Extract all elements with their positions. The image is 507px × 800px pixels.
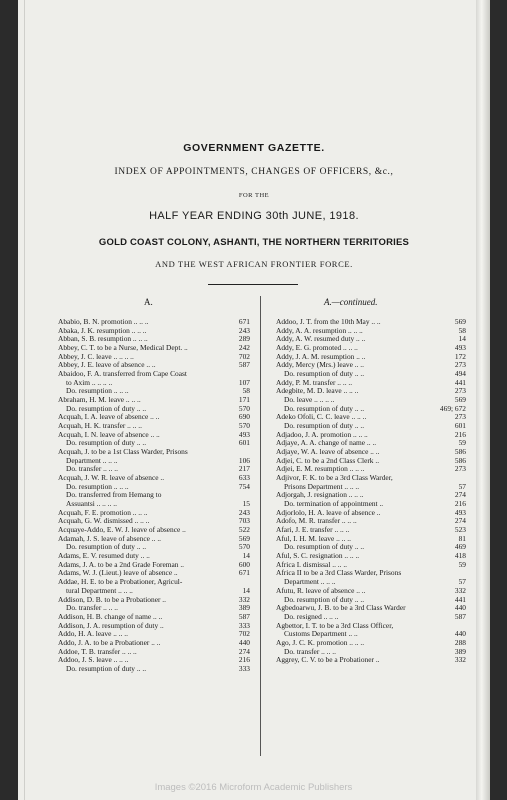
- entry-text: Agbedoarwu, J. B. to be a 3rd Class Warder: [276, 604, 406, 613]
- entry-page: 569: [454, 318, 466, 326]
- entry-page: 107: [238, 378, 250, 387]
- entry-text: Addison, J. A. resumption of duty ..: [58, 621, 164, 630]
- index-entry: [58, 543, 250, 552]
- entry-page: 14: [242, 552, 250, 561]
- index-entry: [58, 387, 250, 396]
- index-entry: [58, 552, 250, 561]
- index-entry: [58, 396, 250, 405]
- entry-text: Customs Department .. ..: [284, 630, 358, 639]
- page-edge: [476, 0, 490, 800]
- index-entry: [276, 604, 466, 613]
- right-column: [276, 318, 466, 665]
- entry-page: 332: [454, 656, 466, 665]
- watermark-footer: Images ©2016 Microform Academic Publishers: [154, 782, 353, 793]
- index-entry: [58, 405, 250, 414]
- entry-text: Addy, E. G. promoted .. .. ..: [276, 344, 358, 353]
- index-entry: [58, 353, 250, 362]
- index-entry: [276, 526, 466, 535]
- entry-text: Addo, H. A. leave .. .. ..: [58, 630, 128, 639]
- entry-text: Aful, I. H. M. leave .. .. ..: [276, 534, 351, 543]
- entry-page: 586: [454, 448, 466, 457]
- entry-text: Ago, J. C. K. promotion .. .. ..: [276, 638, 365, 647]
- entry-text: Do. transferred from Hemang to: [66, 491, 162, 500]
- index-entry: [58, 439, 250, 448]
- entry-text: Adofo, M. R. transfer .. .. ..: [276, 517, 357, 526]
- entry-text: Do. termination of appointment ..: [284, 500, 384, 509]
- entry-text: Addy, P. M. transfer .. .. ..: [276, 378, 353, 387]
- entry-page: 15: [242, 500, 250, 509]
- index-entry: [58, 604, 250, 613]
- entry-text: Acquah, G. W. dismissed .. .. ..: [58, 517, 150, 526]
- entry-text: Acquah, I. A. leave of absence .. ..: [58, 413, 160, 422]
- left-column-heading: A.: [144, 297, 153, 307]
- index-entry: [276, 335, 466, 344]
- entry-text: Adjaye, W. A. leave of absence .. ..: [276, 448, 380, 457]
- entry-text: Addison, H. B. change of name .. ..: [58, 612, 163, 621]
- index-entry: [58, 648, 250, 657]
- entry-page: 242: [238, 344, 250, 353]
- index-entry: [276, 613, 466, 622]
- entry-page: 243: [238, 508, 250, 517]
- index-entry: [58, 569, 250, 578]
- index-entry: [276, 439, 466, 448]
- left-column: [58, 318, 250, 674]
- index-entry: [58, 457, 250, 466]
- entry-text: Aful, S. C. resignation .. .. ..: [276, 552, 360, 561]
- entry-text: Do. resumption .. .. ..: [66, 387, 129, 396]
- entry-text: Abraham, H. M. leave .. .. ..: [58, 396, 141, 405]
- entry-text: Addo, J. A. to be a Probationer .. ..: [58, 638, 161, 647]
- index-entry: [276, 543, 466, 552]
- entry-page: 703: [238, 517, 250, 526]
- entry-text: Do. transfer .. .. ..: [66, 604, 118, 613]
- index-entry: [58, 431, 250, 440]
- index-entry: [58, 561, 250, 570]
- entry-text: Adjaye, A. A. change of name .. ..: [276, 439, 377, 448]
- entry-text: Addae, H. E. to be a Probationer, Agricul-: [58, 578, 183, 587]
- entry-text: Adams, J. A. to be a 2nd Grade Foreman ..: [58, 560, 185, 569]
- entry-page: 172: [454, 352, 466, 361]
- index-entry: [58, 327, 250, 336]
- entry-text: Addoe, T. B. transfer .. .. ..: [58, 647, 137, 656]
- entry-text: Abbey, J. E. leave of absence .. ..: [58, 361, 156, 370]
- index-entry: [58, 370, 250, 379]
- entry-text: Addy, J. A. M. resumption .. ..: [276, 352, 366, 361]
- index-entry: [276, 353, 466, 362]
- entry-page: 81: [458, 534, 466, 543]
- index-entry: [58, 622, 250, 631]
- index-entry: [58, 500, 250, 509]
- entry-text: Do. transfer .. .. ..: [66, 465, 118, 474]
- entry-text: Do. resumption of duty .. ..: [284, 422, 365, 431]
- index-entry: [58, 413, 250, 422]
- entry-page: 469: [454, 543, 466, 552]
- force-line: AND THE WEST AFRICAN FRONTIER FORCE.: [155, 259, 353, 269]
- entry-page: 569: [238, 534, 250, 543]
- entry-page: 273: [454, 361, 466, 370]
- entry-text: Aggrey, C. V. to be a Probationer ..: [276, 656, 380, 665]
- index-entry: [58, 379, 250, 388]
- entry-page: 671: [238, 318, 250, 326]
- index-entry: [276, 656, 466, 665]
- entry-page: 587: [238, 612, 250, 621]
- index-entry: [276, 405, 466, 414]
- entry-text: Adams, E. V. resumed duty .. ..: [58, 552, 150, 561]
- entry-text: tural Department .. .. ..: [66, 586, 133, 595]
- index-entry: [276, 578, 466, 587]
- entry-text: Afutu, R. leave of absence .. ..: [276, 586, 366, 595]
- entry-text: Adjei, E. M. resumption .. .. ..: [276, 465, 365, 474]
- entry-text: Do. resumption of duty .. ..: [66, 439, 147, 448]
- entry-page: 57: [458, 482, 466, 491]
- entry-text: Adjei, C. to be a 2nd Class Clerk ..: [276, 456, 380, 465]
- index-entry: [276, 639, 466, 648]
- entry-text: Do. resumption of duty .. ..: [284, 595, 365, 604]
- index-entry: [58, 639, 250, 648]
- entry-text: Do. resumption .. .. ..: [66, 482, 129, 491]
- entry-text: Afari, J. E. transfer .. .. ..: [276, 526, 350, 535]
- index-entry: [276, 422, 466, 431]
- gazette-page: [18, 0, 490, 800]
- index-entry: [276, 448, 466, 457]
- entry-text: Addoo, J. T. from the 10th May .. ..: [276, 318, 381, 326]
- entry-text: Department .. .. ..: [66, 456, 118, 465]
- entry-page: 14: [242, 586, 250, 595]
- index-entry: [276, 535, 466, 544]
- entry-page: 600: [238, 560, 250, 569]
- index-entry: [276, 327, 466, 336]
- entry-page: 601: [454, 422, 466, 431]
- entry-text: Africa I. dismissal .. .. ..: [276, 560, 348, 569]
- entry-text: Do. resumption of duty .. ..: [284, 370, 365, 379]
- entry-text: Adjadoo, J. A. promotion .. .. ..: [276, 430, 368, 439]
- entry-page: 440: [238, 638, 250, 647]
- index-entry: [58, 361, 250, 370]
- entry-page: 601: [238, 439, 250, 448]
- entry-page: 14: [458, 335, 466, 344]
- index-entry: [276, 431, 466, 440]
- title-rule: [208, 284, 298, 285]
- entry-page: 288: [454, 638, 466, 647]
- index-entry: [58, 535, 250, 544]
- entry-text: Adegbite, M. D. leave .. .. ..: [276, 387, 359, 396]
- index-entry: [58, 578, 250, 587]
- entry-text: Adamah, J. S. leave of absence .. ..: [58, 534, 162, 543]
- index-entry: [58, 448, 250, 457]
- entry-text: Acquaye-Addo, E. W. J. leave of absence ..: [58, 526, 186, 535]
- entry-page: 289: [238, 335, 250, 344]
- entry-page: 494: [454, 370, 466, 379]
- index-entry: [276, 457, 466, 466]
- entry-page: 171: [238, 396, 250, 405]
- entry-text: Addy, Mercy (Mrs.) leave .. ..: [276, 361, 364, 370]
- index-entry: [276, 552, 466, 561]
- index-entry: [58, 509, 250, 518]
- entry-page: 216: [238, 656, 250, 665]
- entry-page: 690: [238, 413, 250, 422]
- entry-page: 58: [458, 326, 466, 335]
- entry-page: 523: [454, 526, 466, 535]
- index-entry: [276, 387, 466, 396]
- entry-page: 59: [458, 439, 466, 448]
- entry-text: Agbettor, I. T. to be a 3rd Class Officer,: [276, 621, 394, 630]
- index-entry: [276, 587, 466, 596]
- entry-page: 333: [238, 621, 250, 630]
- index-entry: [276, 465, 466, 474]
- index-entry: [58, 656, 250, 665]
- entry-page: 273: [454, 465, 466, 474]
- entry-page: 332: [238, 595, 250, 604]
- entry-page: 273: [454, 387, 466, 396]
- entry-page: 217: [238, 465, 250, 474]
- index-entry: [276, 344, 466, 353]
- index-entry: [58, 335, 250, 344]
- index-entry: [276, 648, 466, 657]
- entry-page: 332: [454, 586, 466, 595]
- entry-text: Adeko Ofoli, C. C. leave .. .. ..: [276, 413, 367, 422]
- index-entry: [276, 596, 466, 605]
- entry-text: Do. leave .. .. .. ..: [284, 396, 335, 405]
- entry-text: Do. resumption of duty .. ..: [66, 543, 147, 552]
- index-entry: [276, 370, 466, 379]
- entry-page: 440: [454, 630, 466, 639]
- entry-text: Acquah, J. W. R. leave of absence ..: [58, 474, 165, 483]
- scan-edge-line: [24, 0, 25, 800]
- entry-page: 333: [238, 664, 250, 673]
- index-entry: [276, 622, 466, 631]
- entry-page: 389: [454, 647, 466, 656]
- entry-page: 493: [454, 344, 466, 353]
- entry-page: 587: [238, 361, 250, 370]
- index-entry: [276, 509, 466, 518]
- index-entry: [58, 474, 250, 483]
- entry-text: Addy, A. A. resumption .. .. ..: [276, 326, 363, 335]
- entry-page: 522: [238, 526, 250, 535]
- index-entry: [276, 396, 466, 405]
- index-entry: [58, 517, 250, 526]
- entry-page: 493: [454, 508, 466, 517]
- entry-page: 570: [238, 422, 250, 431]
- index-entry: [276, 483, 466, 492]
- entry-text: Adjorgah, J. resignation .. .. ..: [276, 491, 364, 500]
- index-entry: [276, 561, 466, 570]
- entry-text: Adams, W. J. (Lieut.) leave of absence ..: [58, 569, 178, 578]
- index-line: INDEX OF APPOINTMENTS, CHANGES OF OFFICERS, &c.,: [114, 167, 394, 177]
- entry-text: Addy, A. W. resumed duty .. ..: [276, 335, 366, 344]
- index-entry: [58, 596, 250, 605]
- index-entry: [276, 491, 466, 500]
- index-entry: [58, 483, 250, 492]
- entry-text: Addoo, J. S. leave .. .. ..: [58, 656, 129, 665]
- entry-text: Do. resigned .. .. ..: [284, 612, 339, 621]
- entry-page: 273: [454, 413, 466, 422]
- entry-page: 702: [238, 352, 250, 361]
- entry-page: 570: [238, 404, 250, 413]
- for-the-line: FOR THE: [238, 192, 270, 199]
- entry-text: Abban, S. B. resumption .. .. ..: [58, 335, 148, 344]
- index-entry: [58, 587, 250, 596]
- entry-text: Department .. .. ..: [284, 578, 336, 587]
- index-entry: [276, 361, 466, 370]
- index-entry: [58, 613, 250, 622]
- entry-text: Ababio, B. N. promotion .. .. ..: [58, 318, 149, 326]
- entry-page: 702: [238, 630, 250, 639]
- entry-page: 587: [454, 612, 466, 621]
- half-year-line: HALF YEAR ENDING 30th JUNE, 1918.: [149, 210, 359, 222]
- entry-page: 440: [454, 604, 466, 613]
- entry-page: 59: [458, 560, 466, 569]
- entry-page: 274: [454, 517, 466, 526]
- index-entry: [276, 379, 466, 388]
- entry-text: Do. resumption of duty .. ..: [66, 664, 147, 673]
- entry-text: to Axim .. .. .. ..: [66, 378, 113, 387]
- entry-page: 671: [238, 569, 250, 578]
- entry-text: Addison, D. B. to be a Probationer ..: [58, 595, 166, 604]
- index-entry: [276, 630, 466, 639]
- entry-text: Acquah, I. N. leave of absence .. ..: [58, 430, 160, 439]
- entry-page: 58: [242, 387, 250, 396]
- entry-text: Adjorlolo, H. A. leave of absence ..: [276, 508, 381, 517]
- right-column-heading: A.—continued.: [324, 297, 378, 307]
- entry-text: Do. resumption of duty .. ..: [284, 404, 365, 413]
- gazette-title: GOVERNMENT GAZETTE.: [183, 142, 325, 154]
- entry-page: 569: [454, 396, 466, 405]
- index-entry: [58, 665, 250, 674]
- entry-text: Abaka, J. K. resumption .. .. ..: [58, 326, 147, 335]
- entry-page: 106: [238, 456, 250, 465]
- entry-page: 586: [454, 456, 466, 465]
- index-entry: [276, 413, 466, 422]
- entry-text: Adjivor, F. K. to be a 3rd Class Warder,: [276, 474, 393, 483]
- index-entry: [58, 491, 250, 500]
- entry-page: 57: [458, 578, 466, 587]
- index-entry: [58, 318, 250, 327]
- entry-page: 570: [238, 543, 250, 552]
- entry-page: 441: [454, 595, 466, 604]
- territories-line: GOLD COAST COLONY, ASHANTI, THE NORTHERN TERRITORIES: [98, 237, 410, 248]
- entry-page: 274: [238, 647, 250, 656]
- index-entry: [276, 318, 466, 327]
- index-entry: [58, 630, 250, 639]
- entry-text: Abaidoo, F. A. transferred from Cape Coast: [58, 370, 187, 379]
- entry-page: 754: [238, 482, 250, 491]
- entry-text: Abbey, C. T. to be a Nurse, Medical Dept. ..: [58, 344, 188, 353]
- index-entry: [58, 422, 250, 431]
- index-entry: [58, 526, 250, 535]
- index-entry: [276, 474, 466, 483]
- entry-text: Assuantsi .. .. .. ..: [66, 500, 117, 509]
- entry-text: Abbey, J. C. leave .. .. .. ..: [58, 352, 134, 361]
- index-entry: [58, 465, 250, 474]
- entry-page: 633: [238, 474, 250, 483]
- entry-text: Acquah, J. to be a 1st Class Warder, Prisons: [58, 448, 188, 457]
- entry-page: 274: [454, 491, 466, 500]
- entry-page: 216: [454, 500, 466, 509]
- entry-text: Acquah, H. K. transfer .. .. ..: [58, 422, 142, 431]
- entry-page: 418: [454, 552, 466, 561]
- entry-text: Prisons Department .. .. ..: [284, 482, 360, 491]
- index-entry: [276, 500, 466, 509]
- index-entry: [276, 517, 466, 526]
- entry-text: Do. resumption of duty .. ..: [66, 404, 147, 413]
- entry-page: 493: [238, 430, 250, 439]
- column-divider: [260, 296, 261, 756]
- entry-text: Acquah, F. E. promotion .. .. ..: [58, 508, 148, 517]
- entry-text: Africa II to be a 3rd Class Warder, Prisons: [276, 569, 402, 578]
- entry-text: Do. transfer .. .. ..: [284, 647, 336, 656]
- entry-page: 216: [454, 430, 466, 439]
- entry-text: Do. resumption of duty .. ..: [284, 543, 365, 552]
- entry-page: 243: [238, 326, 250, 335]
- entry-page: 469; 672: [439, 404, 466, 413]
- entry-page: 389: [238, 604, 250, 613]
- index-entry: [276, 569, 466, 578]
- entry-page: 441: [454, 378, 466, 387]
- index-entry: [58, 344, 250, 353]
